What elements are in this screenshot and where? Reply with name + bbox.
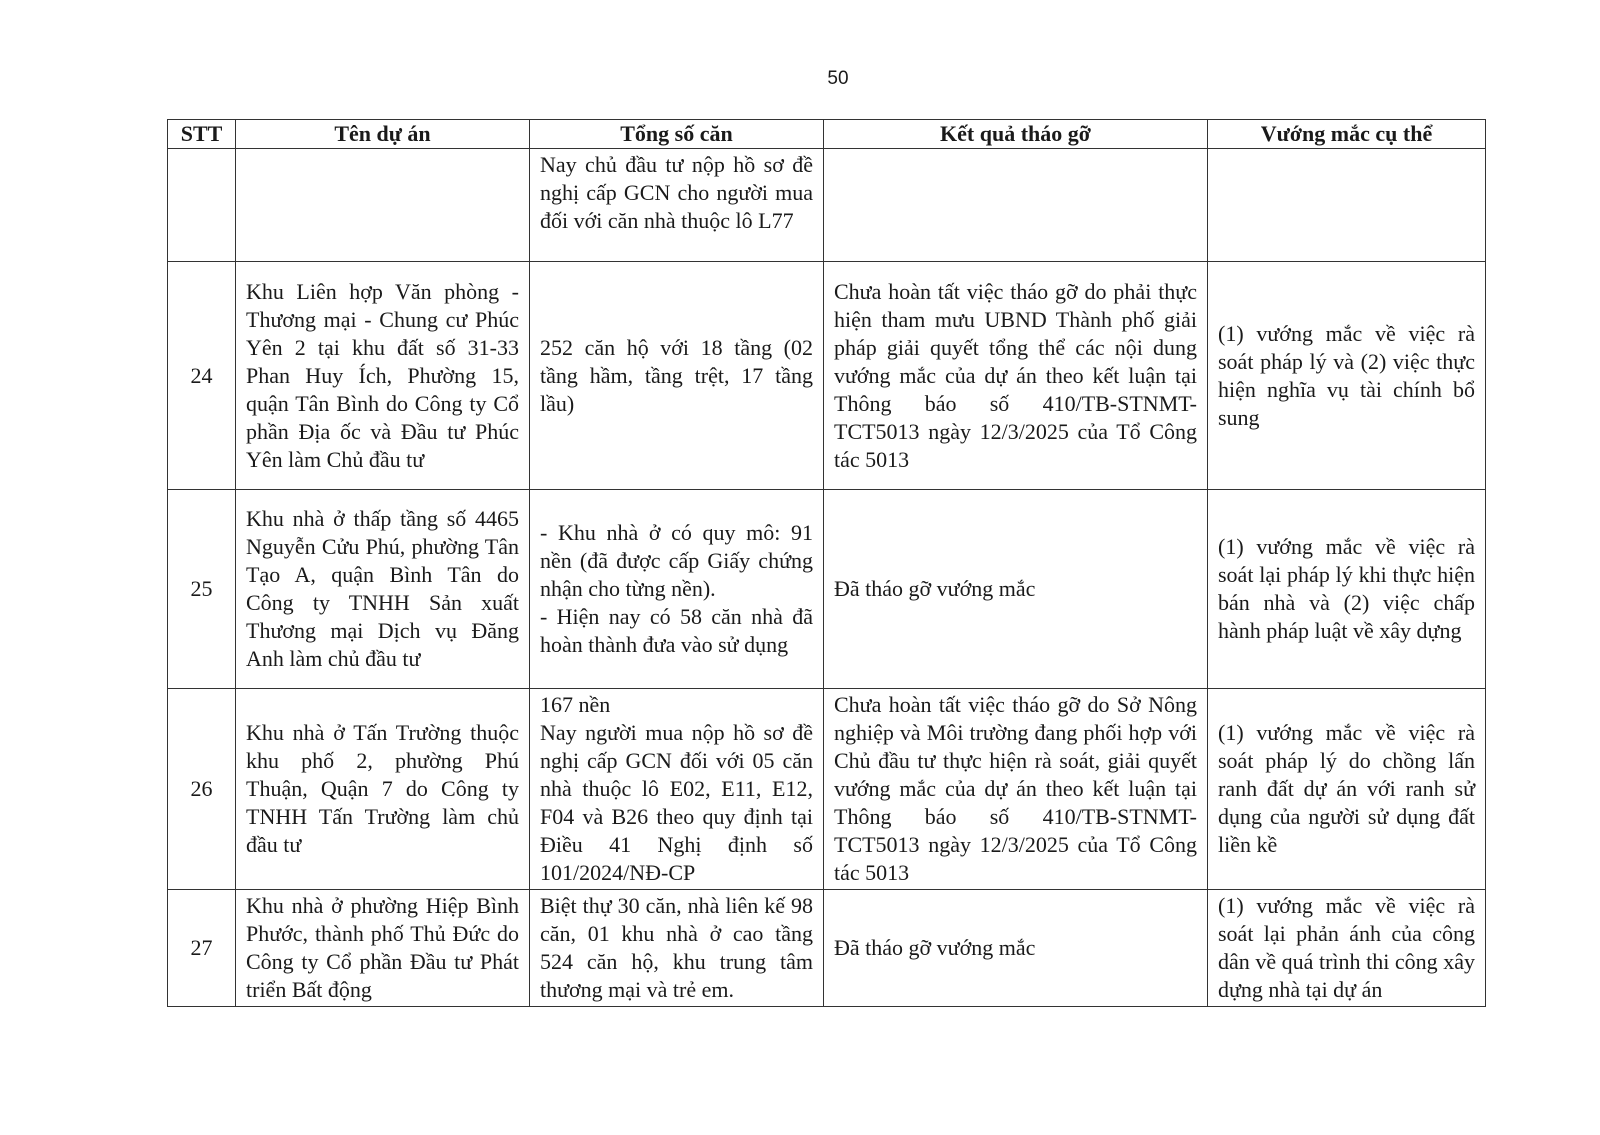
header-project-name: Tên dự án [236, 120, 530, 149]
row-units: Nay chủ đầu tư nộp hồ sơ đề nghị cấp GCN cho người mua đối với căn nhà thuộc lô L77 [530, 149, 824, 262]
table-row [168, 689, 1486, 890]
row-result: Đã tháo gỡ vướng mắc [824, 490, 1208, 689]
header-total-units: Tổng số căn [530, 120, 824, 149]
row-result: Đã tháo gỡ vướng mắc [824, 890, 1208, 1007]
table-header-row [168, 120, 1486, 149]
row-stt [168, 149, 236, 262]
row-stt: 26 [168, 689, 236, 890]
page-number: 50 [827, 68, 849, 89]
row-project: Khu Liên hợp Văn phòng - Thương mại - Chung cư Phúc Yên 2 tại khu đất số 31-33 Phan Huy Ích, Phường 15, quận Tân Bình do Công ty Cổ phần Địa ốc và Đầu tư Phúc Yên làm Chủ đầu tư [236, 262, 530, 490]
row-stt: 25 [168, 490, 236, 689]
row-issues: (1) vướng mắc về việc rà soát lại pháp lý khi thực hiện bán nhà và (2) việc chấp hành pháp luật về xây dựng [1208, 490, 1486, 689]
row-stt: 27 [168, 890, 236, 1007]
table-row [168, 149, 1486, 262]
row-units: 252 căn hộ với 18 tầng (02 tầng hầm, tầng trệt, 17 tầng lầu) [530, 262, 824, 490]
row-result: Chưa hoàn tất việc tháo gỡ do Sở Nông nghiệp và Môi trường đang phối hợp với Chủ đầu tư thực hiện rà soát, giải quyết vướng mắc của dự án theo kết luận tại Thông báo số 410/TB-STNMT-TCT5013 ngày 12/3/2025 của Tổ Công tác 5013 [824, 689, 1208, 890]
table-row [168, 262, 1486, 490]
row-issues: (1) vướng mắc về việc rà soát lại phản ánh của công dân về quá trình thi công xây dựng nhà tại dự án [1208, 890, 1486, 1007]
row-project [236, 149, 530, 262]
row-project: Khu nhà ở Tấn Trường thuộc khu phố 2, phường Phú Thuận, Quận 7 do Công ty TNHH Tấn Trường làm chủ đầu tư [236, 689, 530, 890]
units-line: - Hiện nay có 58 căn nhà đã hoàn thành đưa vào sử dụng [540, 604, 813, 657]
row-issues: (1) vướng mắc về việc rà soát pháp lý và (2) việc thực hiện nghĩa vụ tài chính bổ sung [1208, 262, 1486, 490]
row-project: Khu nhà ở phường Hiệp Bình Phước, thành phố Thủ Đức do Công ty Cổ phần Đầu tư Phát triển Bất động [236, 890, 530, 1007]
row-project: Khu nhà ở thấp tầng số 4465 Nguyễn Cửu Phú, phường Tân Tạo A, quận Bình Tân do Công ty TNHH Sản xuất Thương mại Dịch vụ Đăng Anh làm chủ đầu tư [236, 490, 530, 689]
row-issues [1208, 149, 1486, 262]
projects-table [167, 119, 1486, 1007]
row-result: Chưa hoàn tất việc tháo gỡ do phải thực hiện tham mưu UBND Thành phố giải pháp giải quyết tổng thể các nội dung vướng mắc của dự án theo kết luận tại Thông báo số 410/TB-STNMT-TCT5013 ngày 12/3/2025 của Tổ Công tác 5013 [824, 262, 1208, 490]
header-stt: STT [168, 120, 236, 149]
row-units: Biệt thự 30 căn, nhà liên kế 98 căn, 01 khu nhà ở cao tầng 524 căn hộ, khu trung tâm thương mại và trẻ em. [530, 890, 824, 1007]
table-row [168, 490, 1486, 689]
row-units [530, 689, 824, 890]
units-line: Nay người mua nộp hồ sơ đề nghị cấp GCN đối với 05 căn nhà thuộc lô E02, E11, E12, F04 và B26 theo quy định tại Điều 41 Nghị định số 101/2024/NĐ-CP [540, 720, 813, 885]
row-result [824, 149, 1208, 262]
header-issues: Vướng mắc cụ thể [1208, 120, 1486, 149]
row-issues: (1) vướng mắc về việc rà soát pháp lý do chồng lấn ranh đất dự án với ranh sử dụng của người sử dụng đất liền kề [1208, 689, 1486, 890]
units-line: - Khu nhà ở có quy mô: 91 nền (đã được cấp Giấy chứng nhận cho từng nền). [540, 520, 813, 601]
header-result: Kết quả tháo gỡ [824, 120, 1208, 149]
row-stt: 24 [168, 262, 236, 490]
units-line: 167 nền [540, 692, 611, 717]
row-units [530, 490, 824, 689]
table-row [168, 890, 1486, 1007]
